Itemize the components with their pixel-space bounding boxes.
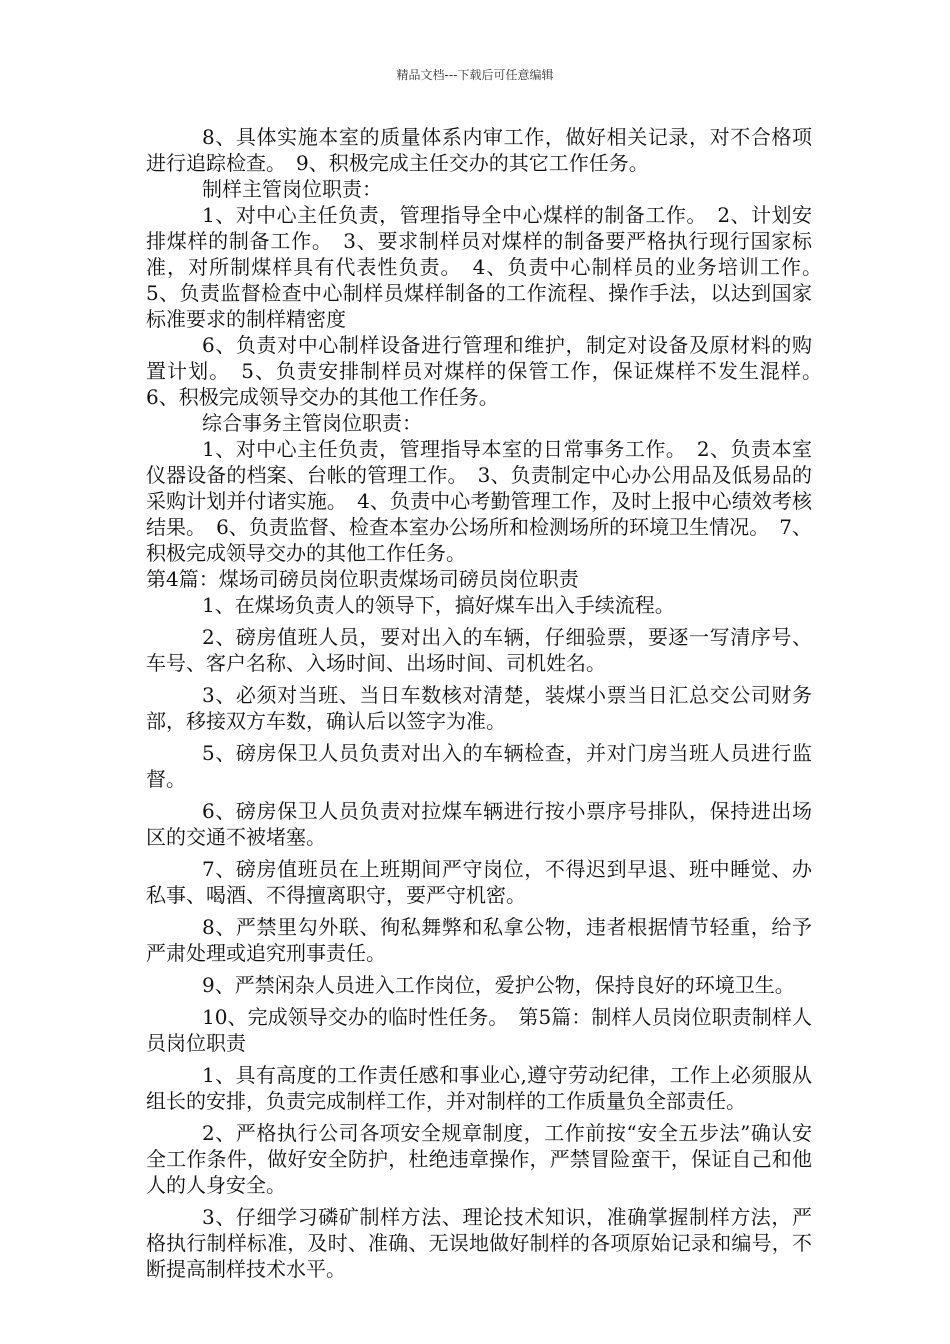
section-heading: 综合事务主管岗位职责： (202, 411, 422, 435)
paragraph: 9、严禁闲杂人员进入工作岗位，爱护公物，保持良好的环境卫生。 (202, 973, 795, 997)
paragraph: 1、在煤场负责人的领导下，搞好煤车出入手续流程。 (202, 593, 675, 617)
paragraph: 3、必须对当班、当日车数核对清楚，装煤小票当日汇总交公司财务部，移接双方车数，确认后以签字为准。 (146, 683, 812, 733)
paragraph: 1、对中心主任负责，管理指导全中心煤样的制备工作。 2、计划安排煤样的制备工作。 3、要求制样员对煤样的制备要严格执行现行国家标准，对所制煤样具有代表性负责。 4、负责中心制样员的业务培训工作。 5、负责监督检查中心制样员煤样制备的工作流程、操作手法，以达到国家标准要求的制样精密度 (146, 203, 832, 331)
paragraph: 6、负责对中心制样设备进行管理和维护，制定对设备及原材料的购置计划。 5、负责安排制样员对煤样的保管工作，保证煤样不发生混样。 6、积极完成领导交办的其他工作任务。 (146, 333, 832, 409)
paragraph: 10、完成领导交办的临时性任务。 第5篇：制样人员岗位职责制样人员岗位职责 (146, 1005, 812, 1055)
paragraph: 6、磅房保卫人员负责对拉煤车辆进行按小票序号排队，保持进出场区的交通不被堵塞。 (146, 799, 812, 849)
paragraph: 8、具体实施本室的质量体系内审工作，做好相关记录，对不合格项进行追踪检查。 9、积极完成主任交办的其它工作任务。 (146, 125, 812, 175)
paragraph: 1、对中心主任负责，管理指导本室的日常事务工作。 2、负责本室仪器设备的档案、台帐的管理工作。 3、负责制定中心办公用品及低易品的采购计划并付诸实施。 4、负责中心考勤管理工作，及时上报中心绩效考核结果。 6、负责监督、检查本室办公场所和检测场所的环境卫生情况。 7、积极完成领导交办的其他工作任务。 (146, 437, 812, 565)
document-body (146, 124, 832, 1282)
section-heading: 制样主管岗位职责： (202, 177, 382, 201)
paragraph: 7、磅房值班员在上班期间严守岗位，不得迟到早退、班中睡觉、办私事、喝酒、不得擅离职守，要严守机密。 (146, 857, 812, 907)
page-header: 精品文档---下载后可任意编辑 (396, 68, 554, 82)
paragraph: 3、仔细学习磷矿制样方法、理论技术知识，准确掌握制样方法，严格执行制样标准，及时、准确、无误地做好制样的各项原始记录和编号，不断提高制样技术水平。 (146, 1205, 812, 1281)
paragraph: 2、磅房值班人员，要对出入的车辆，仔细验票，要逐一写清序号、车号、客户名称、入场时间、出场时间、司机姓名。 (146, 625, 812, 675)
chapter-heading: 第4篇：煤场司磅员岗位职责煤场司磅员岗位职责 (146, 567, 579, 591)
paragraph: 1、具有高度的工作责任感和事业心,遵守劳动纪律，工作上必须服从组长的安排，负责完成制样工作，并对制样的工作质量负全部责任。 (146, 1063, 812, 1113)
paragraph: 5、磅房保卫人员负责对出入的车辆检查，并对门房当班人员进行监督。 (146, 741, 812, 791)
paragraph: 2、严格执行公司各项安全规章制度，工作前按“安全五步法”确认安全工作条件，做好安全防护，杜绝违章操作，严禁冒险蛮干，保证自己和他人的人身安全。 (146, 1121, 812, 1197)
paragraph: 8、严禁里勾外联、徇私舞弊和私拿公物，违者根据情节轻重，给予严肃处理或追究刑事责任。 (146, 915, 812, 965)
